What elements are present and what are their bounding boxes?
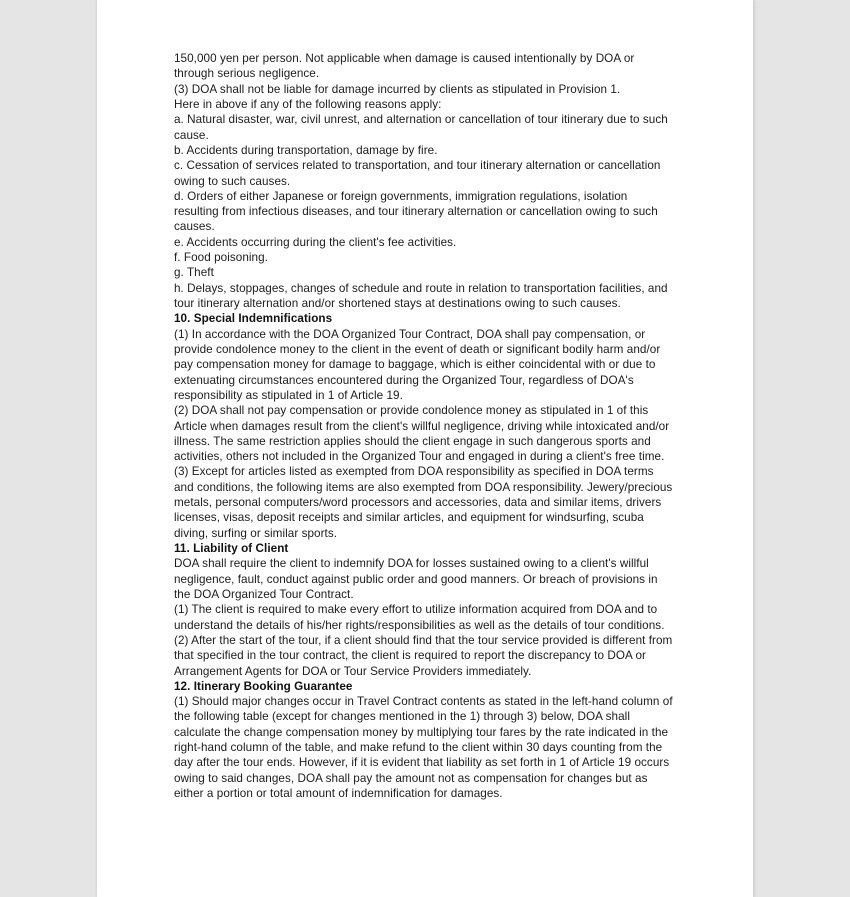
document-text-body [174, 51, 674, 801]
paragraph-reason-h: h. Delays, stoppages, changes of schedule and route in relation to transportation facilities, and tour itinerary alternation and/or shortened stays at destinations owing to such causes. [174, 281, 668, 310]
paragraph-reason-a: a. Natural disaster, war, civil unrest, and alternation or cancellation of tour itinerary due to such cause. [174, 113, 668, 142]
paragraph-10-clause-3: (3) Except for articles listed as exempted from DOA responsibility as specified in DOA terms and conditions, the following items are also exempted from DOA responsibility. Jewery/precious metals, personal computers/word processors and accessories, data and similar items, drivers licenses, visas, deposit receipts and similar articles, and equipment for windsurfing, scuba diving, surfing or similar sports. [174, 465, 673, 540]
paragraph-12-clause-1: (1) Should major changes occur in Travel Contract contents as stated in the left-hand column of the following table (except for changes mentioned in the 1) through 3) below, DOA shall calculate the change compensation money by multiplying tour fares by the rate indicated in the right-hand column of the table, and make refund to the client within 30 days counting from the day after the tour ends. However, if it is evident that liability as set forth in 1 of Article 19 occurs owing to said changes, DOA shall pay the amount not as compensation for changes but as either a portion or total amount of indemnification for damages. [174, 695, 673, 800]
heading-11-liability-of-client: 11. Liability of Client [174, 542, 289, 555]
paragraph-11-clause-1: (1) The client is required to make every effort to utilize information acquired from DOA and to understand the details of his/her rights/responsibilities as well as the details of tour conditions. [174, 603, 665, 632]
heading-12-itinerary-booking-guarantee: 12. Itinerary Booking Guarantee [174, 679, 353, 693]
paragraph-reason-b: b. Accidents during transportation, damage by fire. [174, 143, 438, 157]
paragraph-10-clause-1: (1) In accordance with the DOA Organized Tour Contract, DOA shall pay compensation, or provide condolence money to the client in the event of death or significant bodily harm and/or pay compensation money for damage to baggage, which is either coincidental with or due to extenuating circumstances encountered during the Organized Tour, regardless of DOA's responsibility as stipulated in 1 of Article 19. [174, 327, 661, 402]
paragraph-11-intro: DOA shall require the client to indemnify DOA for losses sustained owing to a client's willful negligence, fault, conduct against public order and good manners. Or breach of provisions in the DOA Organized Tour Contract. [174, 557, 658, 601]
paragraph-reason-d: d. Orders of either Japanese or foreign governments, immigration regulations, isolation resulting from infectious diseases, and tour itinerary alternation or cancellation owing to such causes. [174, 189, 658, 234]
paragraph-reason-c: c. Cessation of services related to transportation, and tour itinerary alternation or cancellation owing to such causes. [174, 159, 661, 188]
paragraph-clause-3-liability: (3) DOA shall not be liable for damage incurred by clients as stipulated in Provision 1. [174, 82, 621, 96]
paragraph-reasons-intro: Here in above if any of the following reasons apply: [174, 97, 442, 111]
paragraph-provision-continued: 150,000 yen per person. Not applicable when damage is caused intentionally by DOA or through serious negligence. [174, 52, 635, 81]
page-text-column [174, 51, 674, 801]
paragraph-reason-e: e. Accidents occurring during the client's fee activities. [174, 235, 457, 249]
paragraph-11-clause-2: (2) After the start of the tour, if a client should find that the tour service provided is different from that specified in the tour contract, the client is required to report the discrepancy to DOA or Arrangement Agents for DOA or Tour Service Providers immediately. [174, 633, 673, 678]
heading-10-special-indemnifications: 10. Special Indemnifications [174, 312, 333, 326]
document-page [97, 0, 753, 897]
paragraph-reason-g: g. Theft [174, 266, 214, 280]
paragraph-reason-f: f. Food poisoning. [174, 251, 268, 265]
paragraph-10-clause-2: (2) DOA shall not pay compensation or provide condolence money as stipulated in 1 of this Article when damages result from the client's willful negligence, driving while intoxicated and/or illness. The same restriction applies should the client engage in such dangerous sports and activities, others not included in the Organized Tour and engaged in during a client's free time. [174, 404, 670, 464]
